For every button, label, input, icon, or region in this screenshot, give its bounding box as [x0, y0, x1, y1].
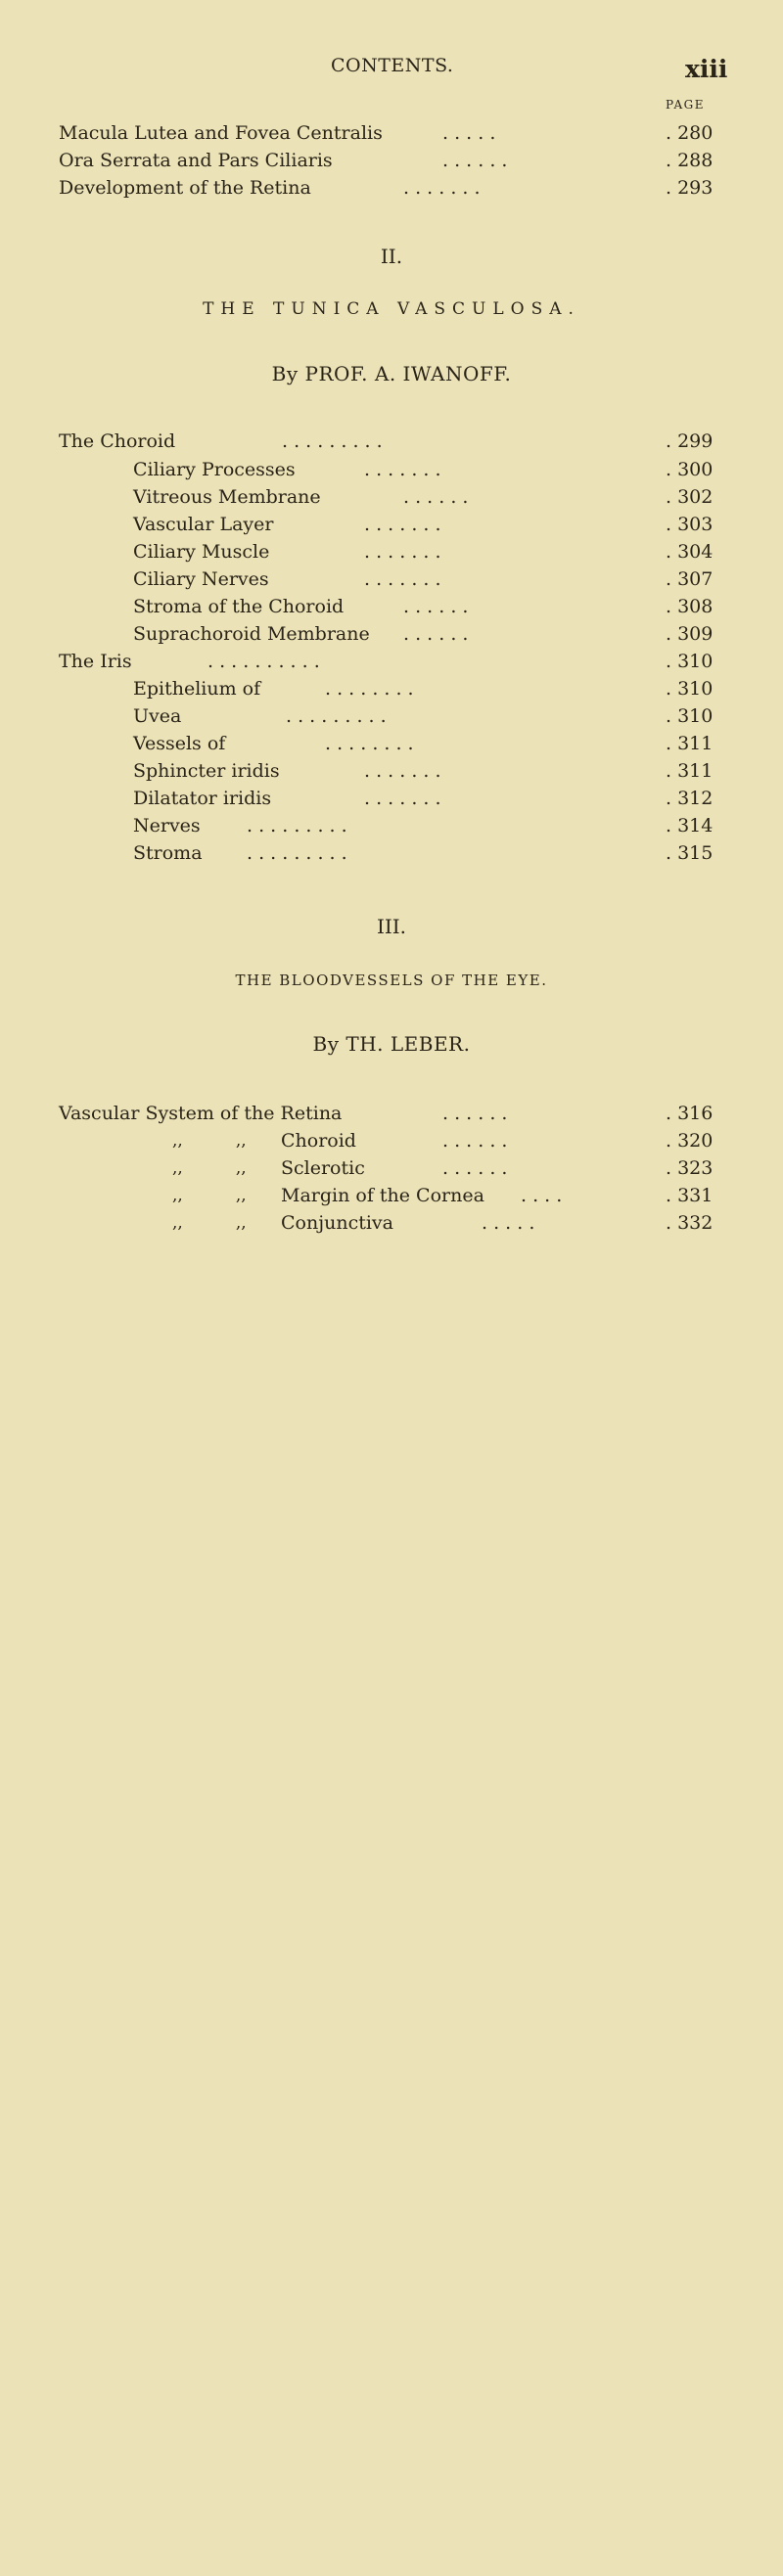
toc-leader-dots: . . . . . . .	[364, 459, 441, 480]
toc-entry	[0, 812, 783, 839]
toc-entry-page: . 310	[666, 678, 714, 700]
toc-entry-page: . 314	[666, 815, 714, 836]
toc-entry-label: The Choroid	[59, 430, 176, 452]
toc-entry	[0, 565, 783, 593]
toc-entry-page: . 293	[666, 177, 714, 199]
toc-entry-label: Ciliary Nerves	[133, 568, 269, 590]
toc-entry-label: Development of the Retina	[59, 177, 311, 199]
toc-leader-dots: . . . . . .	[403, 486, 469, 508]
toc-entry	[0, 839, 783, 867]
toc-entry	[0, 785, 783, 812]
toc-entry	[0, 593, 783, 620]
section-byline: By TH. LEBER.	[312, 1032, 471, 1056]
toc-entry	[0, 456, 783, 483]
section-title: THE BLOODVESSELS OF THE EYE.	[235, 972, 548, 989]
ditto-marks: ,, ,,	[172, 1131, 247, 1151]
ditto-marks: ,, ,,	[172, 1186, 247, 1205]
toc-leader-dots: . . . . . . . . . .	[207, 651, 320, 672]
toc-entry-page: . 311	[666, 733, 714, 754]
toc-leader-dots: . . . . . .	[403, 623, 469, 645]
toc-leader-dots: . . . . . . . .	[325, 733, 414, 754]
toc-entry-page: . 303	[666, 514, 714, 535]
toc-entry-ora-serrata	[0, 147, 783, 174]
toc-entry	[0, 1154, 783, 1182]
toc-entry	[0, 620, 783, 648]
toc-entry-label: Epithelium of	[133, 678, 261, 700]
ditto-marks: ,, ,,	[172, 1158, 247, 1178]
toc-entry	[0, 702, 783, 730]
running-head	[0, 55, 783, 84]
toc-leader-dots: . . . . . . . . .	[247, 815, 347, 836]
toc-leader-dots: . . . . . . .	[403, 177, 481, 199]
toc-leader-dots: . . . . . .	[442, 150, 508, 171]
toc-entry-page: . 312	[666, 788, 714, 809]
toc-entry-label: Uvea	[133, 705, 182, 727]
toc-leader-dots: . . . . . .	[442, 1157, 508, 1179]
toc-entry-page: . 310	[666, 705, 714, 727]
toc-entry-label: Vessels of	[133, 733, 226, 754]
toc-entry-page: . 311	[666, 760, 714, 782]
toc-entry-page: . 316	[666, 1103, 714, 1124]
page-column-label: PAGE	[666, 98, 705, 112]
toc-leader-dots: . . . . . . .	[364, 568, 441, 590]
toc-leader-dots: . . . . . .	[442, 1130, 508, 1152]
toc-leader-dots: . . . . .	[482, 1212, 535, 1234]
toc-leader-dots: . . . . . . . . .	[282, 430, 383, 452]
toc-entry-macula-lutea	[0, 119, 783, 147]
toc-leader-dots: . . . .	[521, 1185, 563, 1206]
toc-leader-dots: . . . . . . . . .	[247, 842, 347, 864]
toc-entry-label: The Iris	[59, 651, 132, 672]
toc-entry-label: Stroma	[133, 842, 203, 864]
toc-entry-page: . 320	[666, 1130, 714, 1152]
toc-leader-dots: . . . . . .	[403, 596, 469, 617]
toc-entry	[0, 511, 783, 538]
toc-leader-dots: . . . . . .	[442, 1103, 508, 1124]
toc-entry-label: Dilatator iridis	[133, 788, 272, 809]
toc-entry	[0, 483, 783, 511]
toc-entry-label: Ora Serrata and Pars Ciliaris	[59, 150, 333, 171]
toc-entry-page: . 308	[666, 596, 714, 617]
toc-entry-page: . 280	[666, 122, 714, 144]
toc-entry	[0, 675, 783, 702]
toc-entry-page: . 332	[666, 1212, 714, 1234]
toc-entry-label: Ciliary Processes	[133, 459, 296, 480]
toc-entry-page: . 304	[666, 541, 714, 563]
section-byline: By PROF. A. IWANOFF.	[271, 362, 512, 385]
toc-entry-page: . 302	[666, 486, 714, 508]
running-title: CONTENTS.	[331, 55, 454, 76]
toc-entry-label: Choroid	[281, 1130, 356, 1152]
toc-entry-page: . 310	[666, 651, 714, 672]
toc-leader-dots: . . . . .	[442, 122, 496, 144]
toc-leader-dots: . . . . . . . . .	[286, 705, 387, 727]
toc-entry-label: Macula Lutea and Fovea Centralis	[59, 122, 383, 144]
toc-entry-label: Margin of the Cornea	[281, 1185, 484, 1206]
toc-leader-dots: . . . . . . .	[364, 541, 441, 563]
page-folio: xiii	[685, 55, 728, 83]
toc-entry-page: . 309	[666, 623, 714, 645]
toc-entry-label: Vascular System of the Retina	[59, 1103, 343, 1124]
toc-entry-label: Conjunctiva	[281, 1212, 393, 1234]
toc-entry	[0, 1182, 783, 1209]
section-number: III.	[376, 915, 407, 938]
toc-entry	[0, 1209, 783, 1237]
toc-entry-label: Vitreous Membrane	[133, 486, 321, 508]
toc-entry-label: Sphincter iridis	[133, 760, 280, 782]
toc-entry-label: Suprachoroid Membrane	[133, 623, 370, 645]
toc-entry-page: . 331	[666, 1185, 714, 1206]
toc-leader-dots: . . . . . . . .	[325, 678, 414, 700]
ditto-marks: ,, ,,	[172, 1213, 247, 1233]
toc-entry-page: . 300	[666, 459, 714, 480]
toc-entry-page: . 323	[666, 1157, 714, 1179]
section-number: II.	[380, 245, 403, 268]
toc-entry-label: Ciliary Muscle	[133, 541, 270, 563]
toc-entry	[0, 757, 783, 785]
toc-entry	[0, 428, 783, 455]
section-title: THE TUNICA VASCULOSA.	[203, 299, 580, 319]
toc-entry-label: Vascular Layer	[133, 514, 274, 535]
toc-entry	[0, 730, 783, 757]
toc-entry	[0, 1100, 783, 1127]
toc-entry-label: Nerves	[133, 815, 201, 836]
toc-entry-development-retina	[0, 174, 783, 202]
toc-entry-page: . 307	[666, 568, 714, 590]
toc-entry-page: . 288	[666, 150, 714, 171]
toc-leader-dots: . . . . . . .	[364, 760, 441, 782]
toc-entry-label: Stroma of the Choroid	[133, 596, 345, 617]
toc-entry	[0, 538, 783, 565]
toc-entry-page: . 299	[666, 430, 714, 452]
toc-entry	[0, 648, 783, 675]
toc-entry-label: Sclerotic	[281, 1157, 365, 1179]
toc-entry-page: . 315	[666, 842, 714, 864]
toc-leader-dots: . . . . . . .	[364, 788, 441, 809]
toc-leader-dots: . . . . . . .	[364, 514, 441, 535]
toc-entry	[0, 1127, 783, 1154]
